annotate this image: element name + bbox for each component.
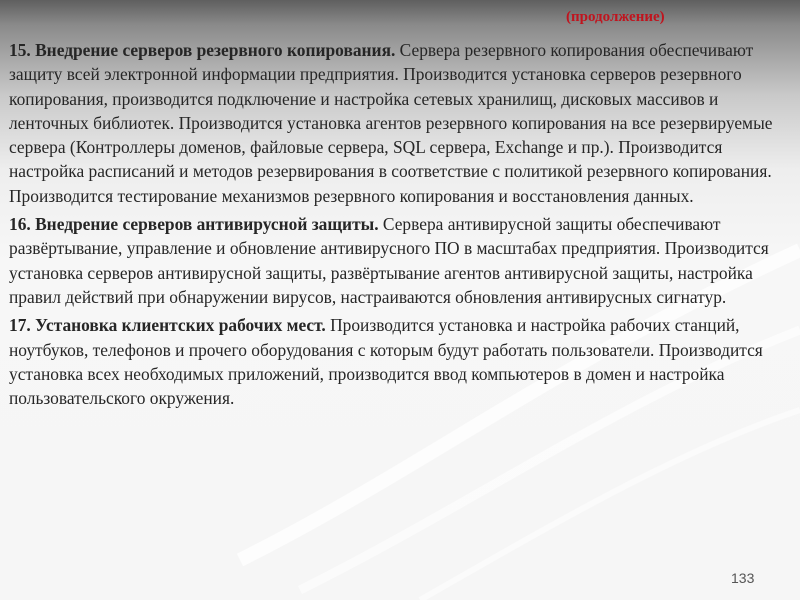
paragraph-heading: 15. Внедрение серверов резервного копирования. — [9, 40, 396, 60]
paragraph-heading: 16. Внедрение серверов антивирусной защиты. — [9, 214, 379, 235]
paragraph-client-workstations — [9, 313, 789, 410]
paragraph-text: Производится установка и настройка рабочих станций, ноутбуков, телефонов и прочего оборудования с которым будут работать пользователи. Производится установка всех необходимых приложений, производится ввод компьютеров в домен и настройка пользовательского окружения. — [9, 315, 763, 409]
paragraph-antivirus-servers — [9, 212, 789, 309]
paragraph-heading: 17. Установка клиентских рабочих мест. — [9, 315, 326, 336]
continued-label: (продолжение) — [566, 9, 665, 25]
paragraph-backup-servers — [9, 38, 789, 208]
paragraph-text: Сервера резервного копирования обеспечивают защиту всей электронной информации предприятия. Производится установка серверов резервного копирования, производится подключение и настройка сетевых хранилищ, дисковых массивов и ленточных библиотек. Производится установка агентов резервного копирования на все резервируемые сервера (Контроллеры доменов, файловые сервера, SQL сервера, Exchange и пр.). Производится настройка расписаний и методов резервирования в соответствие с политикой резервного копирования. Производится тестирование механизмов резервного копирования и восстановления данных. — [9, 40, 773, 206]
slide-body — [9, 38, 789, 414]
paragraph-text: Сервера антивирусной защиты обеспечивают развёртывание, управление и обновление антивирусного ПО в масштабах предприятия. Производится установка серверов антивирусной защиты, развёртывание агентов антивирусной защиты, настройка правил действий при обнаружении вирусов, настраиваются обновления антивирусных сигнатур. — [9, 214, 769, 307]
page-number: 133 — [731, 570, 755, 586]
